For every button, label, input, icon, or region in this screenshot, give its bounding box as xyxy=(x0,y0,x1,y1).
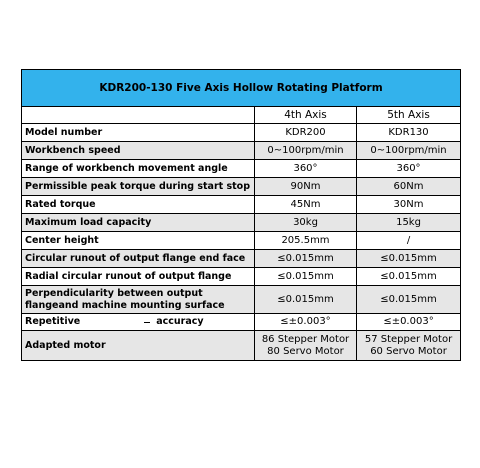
table-title: KDR200-130 Five Axis Hollow Rotating Platform xyxy=(22,70,461,107)
table-row xyxy=(22,214,461,232)
row-label: Center height xyxy=(22,232,255,250)
cell-5th-axis: ≤0.015mm xyxy=(357,286,461,314)
cell-4th-axis: 30kg xyxy=(255,214,357,232)
table-row xyxy=(22,331,461,361)
cell-4th-axis: KDR200 xyxy=(255,124,357,142)
cell-4th-axis: ≤0.015mm xyxy=(255,268,357,286)
table-row xyxy=(22,286,461,314)
cell-5th-axis: 360° xyxy=(357,160,461,178)
row-label: Perpendicularity between output flangeand machine mounting surface xyxy=(22,286,255,314)
column-header-4th-axis: 4th Axis xyxy=(255,107,357,124)
row-label-end: accuracy xyxy=(156,316,204,327)
column-header-5th-axis: 5th Axis xyxy=(357,107,461,124)
cell-5th-axis: KDR130 xyxy=(357,124,461,142)
cell-5th-axis: ≤0.015mm xyxy=(357,250,461,268)
table-row xyxy=(22,232,461,250)
cell-4th-axis: 205.5mm xyxy=(255,232,357,250)
table-row xyxy=(22,250,461,268)
cell-5th-axis: 0~100rpm/min xyxy=(357,142,461,160)
row-label-repetitive-accuracy xyxy=(22,314,255,331)
row-label: Circular runout of output flange end face xyxy=(22,250,255,268)
cell-5th-axis: 60Nm xyxy=(357,178,461,196)
cell-4th-axis: 360° xyxy=(255,160,357,178)
row-label: Model number xyxy=(22,124,255,142)
row-label: Adapted motor xyxy=(22,331,255,361)
cell-4th-axis: ≤0.015mm xyxy=(255,250,357,268)
row-label: Radial circular runout of output flange xyxy=(22,268,255,286)
cell-4th-axis: 90Nm xyxy=(255,178,357,196)
table-row xyxy=(22,178,461,196)
table-row xyxy=(22,124,461,142)
cell-5th-axis: 30Nm xyxy=(357,196,461,214)
row-label-start: Repetitive xyxy=(25,316,81,327)
motor-line: 80 Servo Motor xyxy=(267,345,344,357)
table-row xyxy=(22,268,461,286)
cell-4th-axis xyxy=(255,331,357,361)
table-row xyxy=(22,314,461,331)
spec-table xyxy=(21,69,461,361)
table-row xyxy=(22,142,461,160)
table-row xyxy=(22,196,461,214)
row-label: Permissible peak torque during start stop xyxy=(22,178,255,196)
cell-5th-axis: / xyxy=(357,232,461,250)
cell-5th-axis: ≤0.015mm xyxy=(357,268,461,286)
motor-line: 57 Stepper Motor xyxy=(364,333,453,345)
table-title-row xyxy=(22,70,461,107)
cell-5th-axis xyxy=(357,331,461,361)
motor-line: 60 Servo Motor xyxy=(370,345,447,357)
cell-4th-axis: 45Nm xyxy=(255,196,357,214)
cell-5th-axis: ≤±0.003° xyxy=(357,314,461,331)
table-row xyxy=(22,160,461,178)
label-underline-mark xyxy=(144,322,150,323)
row-label: Range of workbench movement angle xyxy=(22,160,255,178)
cell-4th-axis: ≤±0.003° xyxy=(255,314,357,331)
cell-4th-axis: ≤0.015mm xyxy=(255,286,357,314)
column-header-blank xyxy=(22,107,255,124)
cell-4th-axis: 0~100rpm/min xyxy=(255,142,357,160)
motor-line: 86 Stepper Motor xyxy=(261,333,350,345)
column-header-row xyxy=(22,107,461,124)
cell-5th-axis: 15kg xyxy=(357,214,461,232)
row-label: Maximum load capacity xyxy=(22,214,255,232)
row-label: Rated torque xyxy=(22,196,255,214)
row-label: Workbench speed xyxy=(22,142,255,160)
